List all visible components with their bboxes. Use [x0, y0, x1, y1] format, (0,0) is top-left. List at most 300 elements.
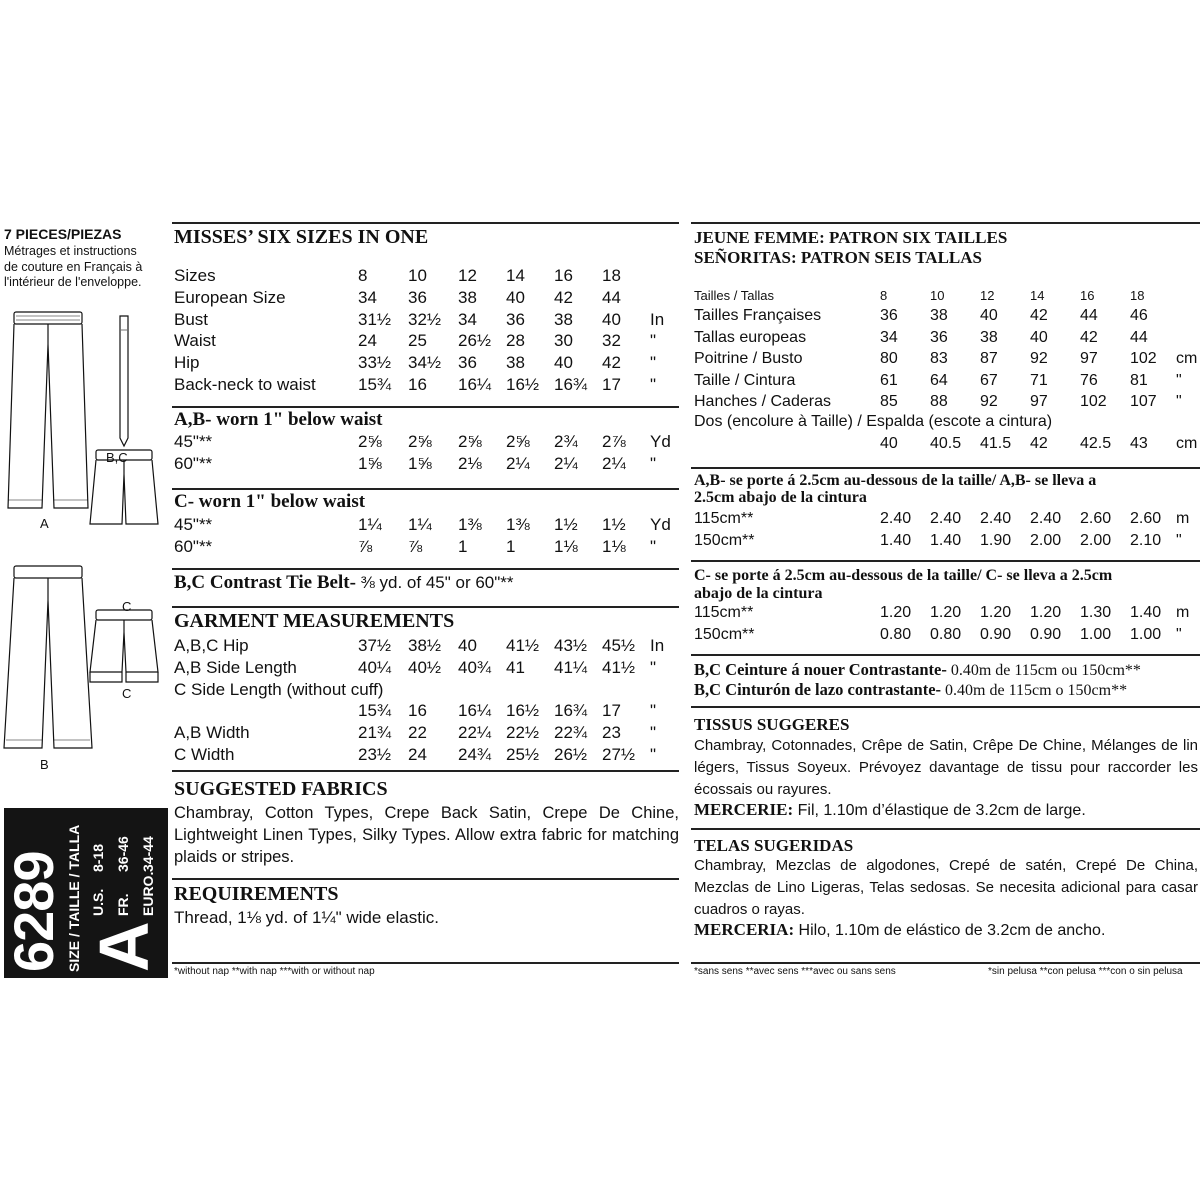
value-cell: 40: [554, 353, 573, 373]
value-cell: 41½: [506, 636, 540, 655]
unit-cell: ": [1176, 625, 1182, 643]
value-cell: 92: [1030, 350, 1048, 368]
value-cell: 2⅝: [458, 432, 482, 451]
table-row: [694, 530, 1200, 552]
value-cell: 61: [880, 371, 898, 389]
row-label: A,B Side Length: [174, 657, 297, 677]
size-ranges: U.S.8-18 FR.36-46 EURO.34-44: [90, 836, 156, 916]
pieces-count: 7 PIECES/PIEZAS: [4, 226, 122, 242]
unit-cell: cm: [1176, 435, 1198, 452]
value-cell: 1: [458, 536, 468, 556]
value-cell: 67: [980, 371, 998, 389]
table-row: [174, 536, 678, 558]
unit-cell: ": [650, 453, 657, 473]
value-cell: 16¼: [458, 374, 492, 394]
value-cell: 38: [554, 309, 573, 329]
view-label-a: A: [40, 516, 49, 531]
value-cell: 40¼: [358, 657, 392, 677]
value-cell: 1¼: [408, 515, 432, 534]
french-note: [4, 244, 142, 291]
value-cell: 16½: [506, 701, 540, 721]
value-cell: 14: [506, 266, 525, 285]
value-cell: 2¼: [506, 453, 530, 473]
value-cell: 41.5: [980, 435, 1012, 452]
value-cell: 28: [506, 331, 525, 351]
unit-cell: ": [650, 536, 657, 556]
back-length-label: Dos (encolure à Taille) / Espalda (escote a cintura): [694, 413, 1053, 430]
row-label: Hip: [174, 353, 200, 373]
value-cell: 1.40: [880, 531, 912, 549]
unit-cell: [650, 679, 678, 701]
table-row: [174, 514, 678, 536]
row-label: 115cm**: [694, 604, 754, 621]
value-cell: 12: [980, 288, 995, 303]
back-length-row: [694, 433, 1200, 455]
value-cell: 46: [1130, 307, 1148, 324]
value-cell: 40½: [408, 657, 442, 677]
value-cell: 2.00: [1030, 531, 1062, 549]
value-cell: 2.60: [1130, 510, 1162, 527]
value-cell: 8: [880, 288, 888, 303]
row-label: Back-neck to waist: [174, 374, 316, 394]
unit-cell: Yd: [650, 432, 671, 451]
value-cell: 44: [1080, 307, 1098, 324]
value-cell: 40: [458, 636, 477, 655]
divider: [691, 962, 1200, 964]
suggested-fabrics-text: Chambray, Cotton Types, Crepe Back Satin, Crepe De Chine, Lightweight Linen Types, Silky Types. Allow extra fabric for matching plaids or stripes.: [174, 804, 679, 866]
value-cell: ⅞: [408, 536, 423, 556]
value-cell: 2.40: [880, 510, 912, 527]
value-cell: 40: [980, 307, 998, 324]
table-row: [174, 330, 678, 352]
row-label: 115cm**: [694, 510, 754, 527]
value-cell: 42.5: [1080, 435, 1112, 452]
unit-cell: ": [1176, 371, 1182, 389]
tie-belt-line: B,C Contrast Tie Belt- ⅜ yd. of 45" or 60"**: [174, 572, 514, 593]
value-cell: 42: [1080, 328, 1098, 346]
value-cell: 1.00: [1130, 625, 1162, 643]
value-cell: 2.10: [1130, 531, 1162, 549]
value-cell: 2.40: [930, 510, 962, 527]
unit-cell: m: [1176, 510, 1190, 527]
value-cell: 16¼: [458, 701, 492, 721]
tissus-text: Chambray, Cotonnades, Crêpe de Satin, Crêpe De Chine, Mélanges de lin légers, Tissus Soyeux. Prévoyez davantage de tissu pour raccorder les écossais ou rayures.: [694, 737, 1198, 798]
value-cell: 25: [408, 331, 427, 351]
value-cell: 2⅝: [408, 432, 432, 451]
divider: [691, 222, 1200, 224]
value-cell: 102: [1130, 350, 1157, 368]
value-cell: 1.90: [980, 531, 1012, 549]
divider: [691, 828, 1200, 830]
value-cell: 0.80: [880, 625, 912, 643]
value-cell: 38: [458, 287, 477, 307]
table-row: [174, 700, 678, 722]
table-row: [694, 602, 1200, 624]
table-row: [174, 744, 678, 766]
value-cell: 42: [1030, 307, 1048, 324]
value-cell: 1½: [602, 515, 626, 534]
table-row: [174, 309, 678, 331]
value-cell: 32: [602, 331, 621, 351]
unit-cell: In: [650, 309, 665, 329]
value-cell: 43½: [554, 636, 588, 655]
value-cell: 92: [980, 393, 998, 411]
value-cell: 1.40: [930, 531, 962, 549]
view-label-c: C: [122, 686, 132, 701]
value-cell: 2.40: [980, 510, 1012, 527]
table-row: [174, 265, 678, 287]
row-label: Tailles / Tallas: [694, 288, 774, 303]
value-cell: 80: [880, 350, 898, 368]
table-row: [174, 431, 678, 453]
misses-title: MISSES’ SIX SIZES IN ONE: [174, 226, 429, 248]
french-note-line: de couture en Français à: [4, 259, 143, 274]
row-label: 150cm**: [694, 625, 755, 643]
value-cell: 41: [506, 657, 525, 677]
value-cell: 22¾: [554, 723, 588, 743]
unit-cell: [1176, 327, 1200, 349]
value-cell: 42: [1030, 435, 1048, 452]
value-cell: 64: [930, 371, 948, 389]
unit-cell: In: [650, 636, 665, 655]
view-label-c: C: [122, 599, 132, 614]
value-cell: 1⅜: [506, 515, 530, 534]
value-cell: [554, 679, 602, 701]
value-cell: 2¾: [554, 432, 578, 451]
garment-measurements-title: GARMENT MEASUREMENTS: [174, 610, 455, 632]
divider: [172, 406, 679, 408]
unit-cell: ": [650, 374, 657, 394]
spanish-title: SEÑORITAS: PATRON SEIS TALLAS: [694, 248, 982, 267]
unit-cell: ": [1176, 393, 1182, 411]
divider: [172, 568, 679, 570]
value-cell: 2.40: [1030, 510, 1062, 527]
requirements-title: REQUIREMENTS: [174, 883, 339, 905]
value-cell: 34: [458, 309, 477, 329]
value-cell: 76: [1080, 371, 1098, 389]
value-cell: 36: [408, 287, 427, 307]
garment-measurements-table: [174, 635, 678, 766]
divider: [691, 706, 1200, 708]
value-cell: 107: [1130, 393, 1157, 411]
table-row: [694, 348, 1200, 370]
value-cell: 18: [602, 266, 621, 285]
belt-french-line: B,C Ceinture á nouer Contrastante- 0.40m de 115cm ou 150cm**: [694, 660, 1141, 679]
unit-cell: ": [1176, 531, 1182, 549]
table-row: [694, 508, 1200, 530]
value-cell: 16¾: [554, 701, 588, 721]
row-label: Sizes: [174, 266, 216, 285]
value-cell: 1.20: [1030, 604, 1062, 621]
row-label: Hanches / Caderas: [694, 393, 831, 411]
value-cell: 0.90: [1030, 625, 1062, 643]
unit-cell: [1176, 305, 1200, 327]
table-row: [174, 453, 678, 475]
table-row: [174, 374, 678, 396]
value-cell: 2.60: [1080, 510, 1112, 527]
value-cell: 22: [408, 723, 427, 743]
value-cell: [602, 679, 650, 701]
value-cell: 34½: [408, 353, 442, 373]
row-label: C Width: [174, 744, 235, 764]
value-cell: 25½: [506, 744, 540, 764]
value-cell: [408, 679, 458, 701]
telas-text: Chambray, Mezclas de algodones, Crepé de satén, Crepé De China, Mezclas de Lino Ligeras, Telas sedosas. Se necesita adicional para casar cuadros o rayas.: [694, 857, 1198, 918]
unit-cell: ": [650, 657, 657, 677]
divider: [172, 222, 679, 224]
divider: [691, 467, 1200, 469]
value-cell: 1.40: [1130, 604, 1162, 621]
size-range-letter: A: [85, 921, 163, 972]
value-cell: 34: [358, 287, 377, 307]
value-cell: 34: [880, 328, 898, 346]
metric-c-title: C- se porte á 2.5cm au-dessous de la taille/ C- se lleva a 2.5cm abajo de la cintura: [694, 567, 1113, 602]
french-note-line: l'intérieur de l'enveloppe.: [4, 275, 142, 289]
row-label: A,B Width: [174, 723, 250, 743]
value-cell: 0.90: [980, 625, 1012, 643]
unit-cell: [650, 287, 678, 309]
value-cell: 22¼: [458, 723, 492, 743]
divider: [172, 962, 679, 964]
value-cell: 21¾: [358, 723, 392, 743]
value-cell: 45½: [602, 636, 636, 655]
row-label: 60"**: [174, 536, 213, 556]
table-row: [174, 352, 678, 374]
value-cell: 1⅝: [358, 453, 382, 473]
value-cell: 40.5: [930, 435, 962, 452]
row-label: European Size: [174, 287, 286, 307]
ab-yardage-table: [174, 431, 678, 475]
value-cell: 1.20: [930, 604, 962, 621]
view-label-b: B: [40, 757, 49, 772]
unit-cell: m: [1176, 604, 1190, 621]
row-label: Tailles Françaises: [694, 307, 822, 324]
table-row: [694, 433, 1200, 455]
table-row: [174, 657, 678, 679]
value-cell: 83: [930, 350, 948, 368]
french-title: JEUNE FEMME: PATRON SIX TAILLES: [694, 228, 1008, 247]
footnote-spanish: *sin pelusa **con pelusa ***con o sin pelusa: [988, 966, 1183, 977]
value-cell: 16¾: [554, 374, 588, 394]
divider: [172, 770, 679, 772]
table-row: [694, 391, 1200, 413]
value-cell: 1⅛: [554, 536, 578, 556]
tissus-title: TISSUS SUGGERES: [694, 715, 850, 734]
value-cell: 1: [506, 536, 516, 556]
value-cell: 24: [408, 744, 427, 764]
value-cell: 26½: [554, 744, 588, 764]
value-cell: 32½: [408, 309, 442, 329]
value-cell: 1⅜: [458, 515, 482, 534]
value-cell: 97: [1030, 393, 1048, 411]
table-row: [694, 305, 1200, 327]
value-cell: 88: [930, 393, 948, 411]
row-label: Poitrine / Busto: [694, 350, 803, 368]
unit-cell: ": [650, 723, 657, 743]
value-cell: 22½: [506, 723, 540, 743]
value-cell: 10: [930, 288, 945, 303]
table-row: [694, 624, 1200, 646]
value-cell: 16½: [506, 374, 540, 394]
unit-cell: ": [650, 744, 657, 764]
unit-cell: ": [650, 353, 657, 373]
value-cell: 1.00: [1080, 625, 1112, 643]
view-b-pants-illustration: [4, 566, 92, 748]
divider: [172, 606, 679, 608]
metric-ab-table: [694, 508, 1200, 551]
value-cell: 97: [1080, 350, 1098, 368]
value-cell: 2⅛: [458, 453, 482, 473]
value-cell: 0.80: [930, 625, 962, 643]
table-row: [694, 370, 1200, 392]
value-cell: 38: [930, 307, 948, 324]
row-label: C Side Length (without cuff): [174, 679, 384, 699]
metric-sizes-table: [694, 287, 1200, 413]
value-cell: 40: [1030, 328, 1048, 346]
row-label: 60"**: [174, 453, 213, 473]
value-cell: 1.20: [880, 604, 912, 621]
size-label: SIZE / TAILLE / TALLA: [66, 824, 82, 972]
value-cell: 30: [554, 331, 573, 351]
value-cell: 18: [1130, 288, 1145, 303]
merceria-line: MERCERIA: Hilo, 1.10m de elástico de 3.2cm de ancho.: [694, 920, 1106, 939]
value-cell: 26½: [458, 331, 492, 351]
tie-belt-illustration: [120, 316, 128, 446]
value-cell: 42: [602, 353, 621, 373]
value-cell: 36: [458, 353, 477, 373]
value-cell: 36: [506, 309, 525, 329]
pattern-view-drawings: [0, 310, 170, 780]
unit-cell: [650, 265, 678, 287]
value-cell: 31½: [358, 309, 392, 329]
value-cell: 36: [930, 328, 948, 346]
value-cell: 24: [358, 331, 377, 351]
french-note-line: Métrages et instructions: [4, 244, 137, 258]
table-row: [174, 722, 678, 744]
value-cell: 43: [1130, 435, 1148, 452]
value-cell: 1.20: [980, 604, 1012, 621]
row-label: Taille / Cintura: [694, 371, 796, 389]
telas-title: TELAS SUGERIDAS: [694, 836, 854, 855]
value-cell: [506, 679, 554, 701]
ab-yardage-title: A,B- worn 1" below waist: [174, 409, 383, 430]
value-cell: 41¼: [554, 657, 588, 677]
value-cell: 24¾: [458, 744, 492, 764]
row-label: A,B,C Hip: [174, 636, 249, 655]
value-cell: ⅞: [358, 536, 373, 556]
unit-cell: Yd: [650, 515, 671, 534]
value-cell: 33½: [358, 353, 392, 373]
value-cell: 12: [458, 266, 477, 285]
value-cell: 38½: [408, 636, 442, 655]
value-cell: 37½: [358, 636, 392, 655]
misses-sizes-table: [174, 265, 678, 396]
c-yardage-table: [174, 514, 678, 558]
table-row: [174, 287, 678, 309]
badge-rotated-text: [2, 824, 163, 972]
unit-cell: ": [650, 701, 657, 721]
row-label: Waist: [174, 331, 216, 351]
view-label-bc: B,C: [106, 450, 128, 465]
value-cell: 23: [602, 723, 621, 743]
unit-cell: cm: [1176, 350, 1198, 368]
row-label: [174, 700, 358, 722]
unit-cell: [1176, 287, 1200, 305]
table-row: [694, 287, 1200, 305]
row-label: 45"**: [174, 432, 213, 451]
divider: [172, 878, 679, 880]
metric-ab-title: A,B- se porte á 2.5cm au-dessous de la taille/ A,B- se lleva a 2.5cm abajo de la cintura: [694, 472, 1097, 506]
value-cell: 1⅛: [602, 536, 626, 556]
value-cell: 1½: [554, 515, 578, 534]
suggested-fabrics-title: SUGGESTED FABRICS: [174, 778, 388, 800]
value-cell: 2¼: [554, 453, 578, 473]
table-row: [174, 635, 678, 657]
value-cell: 40¾: [458, 657, 492, 677]
value-cell: 1⅝: [408, 453, 432, 473]
value-cell: 102: [1080, 393, 1107, 411]
value-cell: 27½: [602, 744, 636, 764]
divider: [691, 654, 1200, 656]
value-cell: [458, 679, 506, 701]
value-cell: 1.30: [1080, 604, 1112, 621]
value-cell: 36: [880, 307, 898, 324]
value-cell: 17: [602, 374, 621, 394]
c-yardage-title: C- worn 1" below waist: [174, 491, 366, 512]
pattern-number: 6289: [2, 851, 65, 972]
value-cell: 40: [880, 435, 898, 452]
value-cell: 42: [554, 287, 573, 307]
value-cell: 81: [1130, 371, 1148, 389]
requirements-text: Thread, 1⅛ yd. of 1¼" wide elastic.: [174, 908, 439, 927]
row-label: 45"**: [174, 515, 213, 534]
metric-c-table: [694, 602, 1200, 645]
unit-cell: ": [650, 331, 657, 351]
value-cell: 87: [980, 350, 998, 368]
value-cell: 2⅝: [358, 432, 382, 451]
view-a-pants-illustration: [8, 312, 88, 508]
view-c-cuffed-shorts-illustration: [90, 610, 158, 682]
mercerie-line: MERCERIE: Fil, 1.10m d’élastique de 3.2cm de large.: [694, 800, 1086, 819]
divider: [172, 488, 679, 490]
table-row: [174, 679, 678, 701]
value-cell: 41½: [602, 657, 636, 677]
value-cell: 44: [1130, 328, 1148, 346]
value-cell: 85: [880, 393, 898, 411]
value-cell: 16: [554, 266, 573, 285]
value-cell: 71: [1030, 371, 1048, 389]
row-label: [694, 433, 880, 455]
value-cell: 16: [408, 701, 427, 721]
value-cell: 16: [1080, 288, 1095, 303]
divider: [691, 560, 1200, 562]
value-cell: 15¾: [358, 701, 392, 721]
value-cell: 17: [602, 701, 621, 721]
value-cell: 14: [1030, 288, 1045, 303]
value-cell: 1¼: [358, 515, 382, 534]
value-cell: 2.00: [1080, 531, 1112, 549]
value-cell: 40: [506, 287, 525, 307]
footnote: *without nap **with nap ***with or without nap: [174, 966, 375, 977]
value-cell: 16: [408, 374, 427, 394]
row-label: Tallas europeas: [694, 328, 807, 346]
value-cell: 2⅞: [602, 432, 626, 451]
value-cell: 23½: [358, 744, 392, 764]
value-cell: 38: [980, 328, 998, 346]
table-row: [694, 327, 1200, 349]
belt-spanish-line: B,C Cinturón de lazo contrastante- 0.40m de 115cm o 150cm**: [694, 680, 1128, 699]
footnote-french: *sans sens **avec sens ***avec ou sans sens: [694, 966, 896, 977]
